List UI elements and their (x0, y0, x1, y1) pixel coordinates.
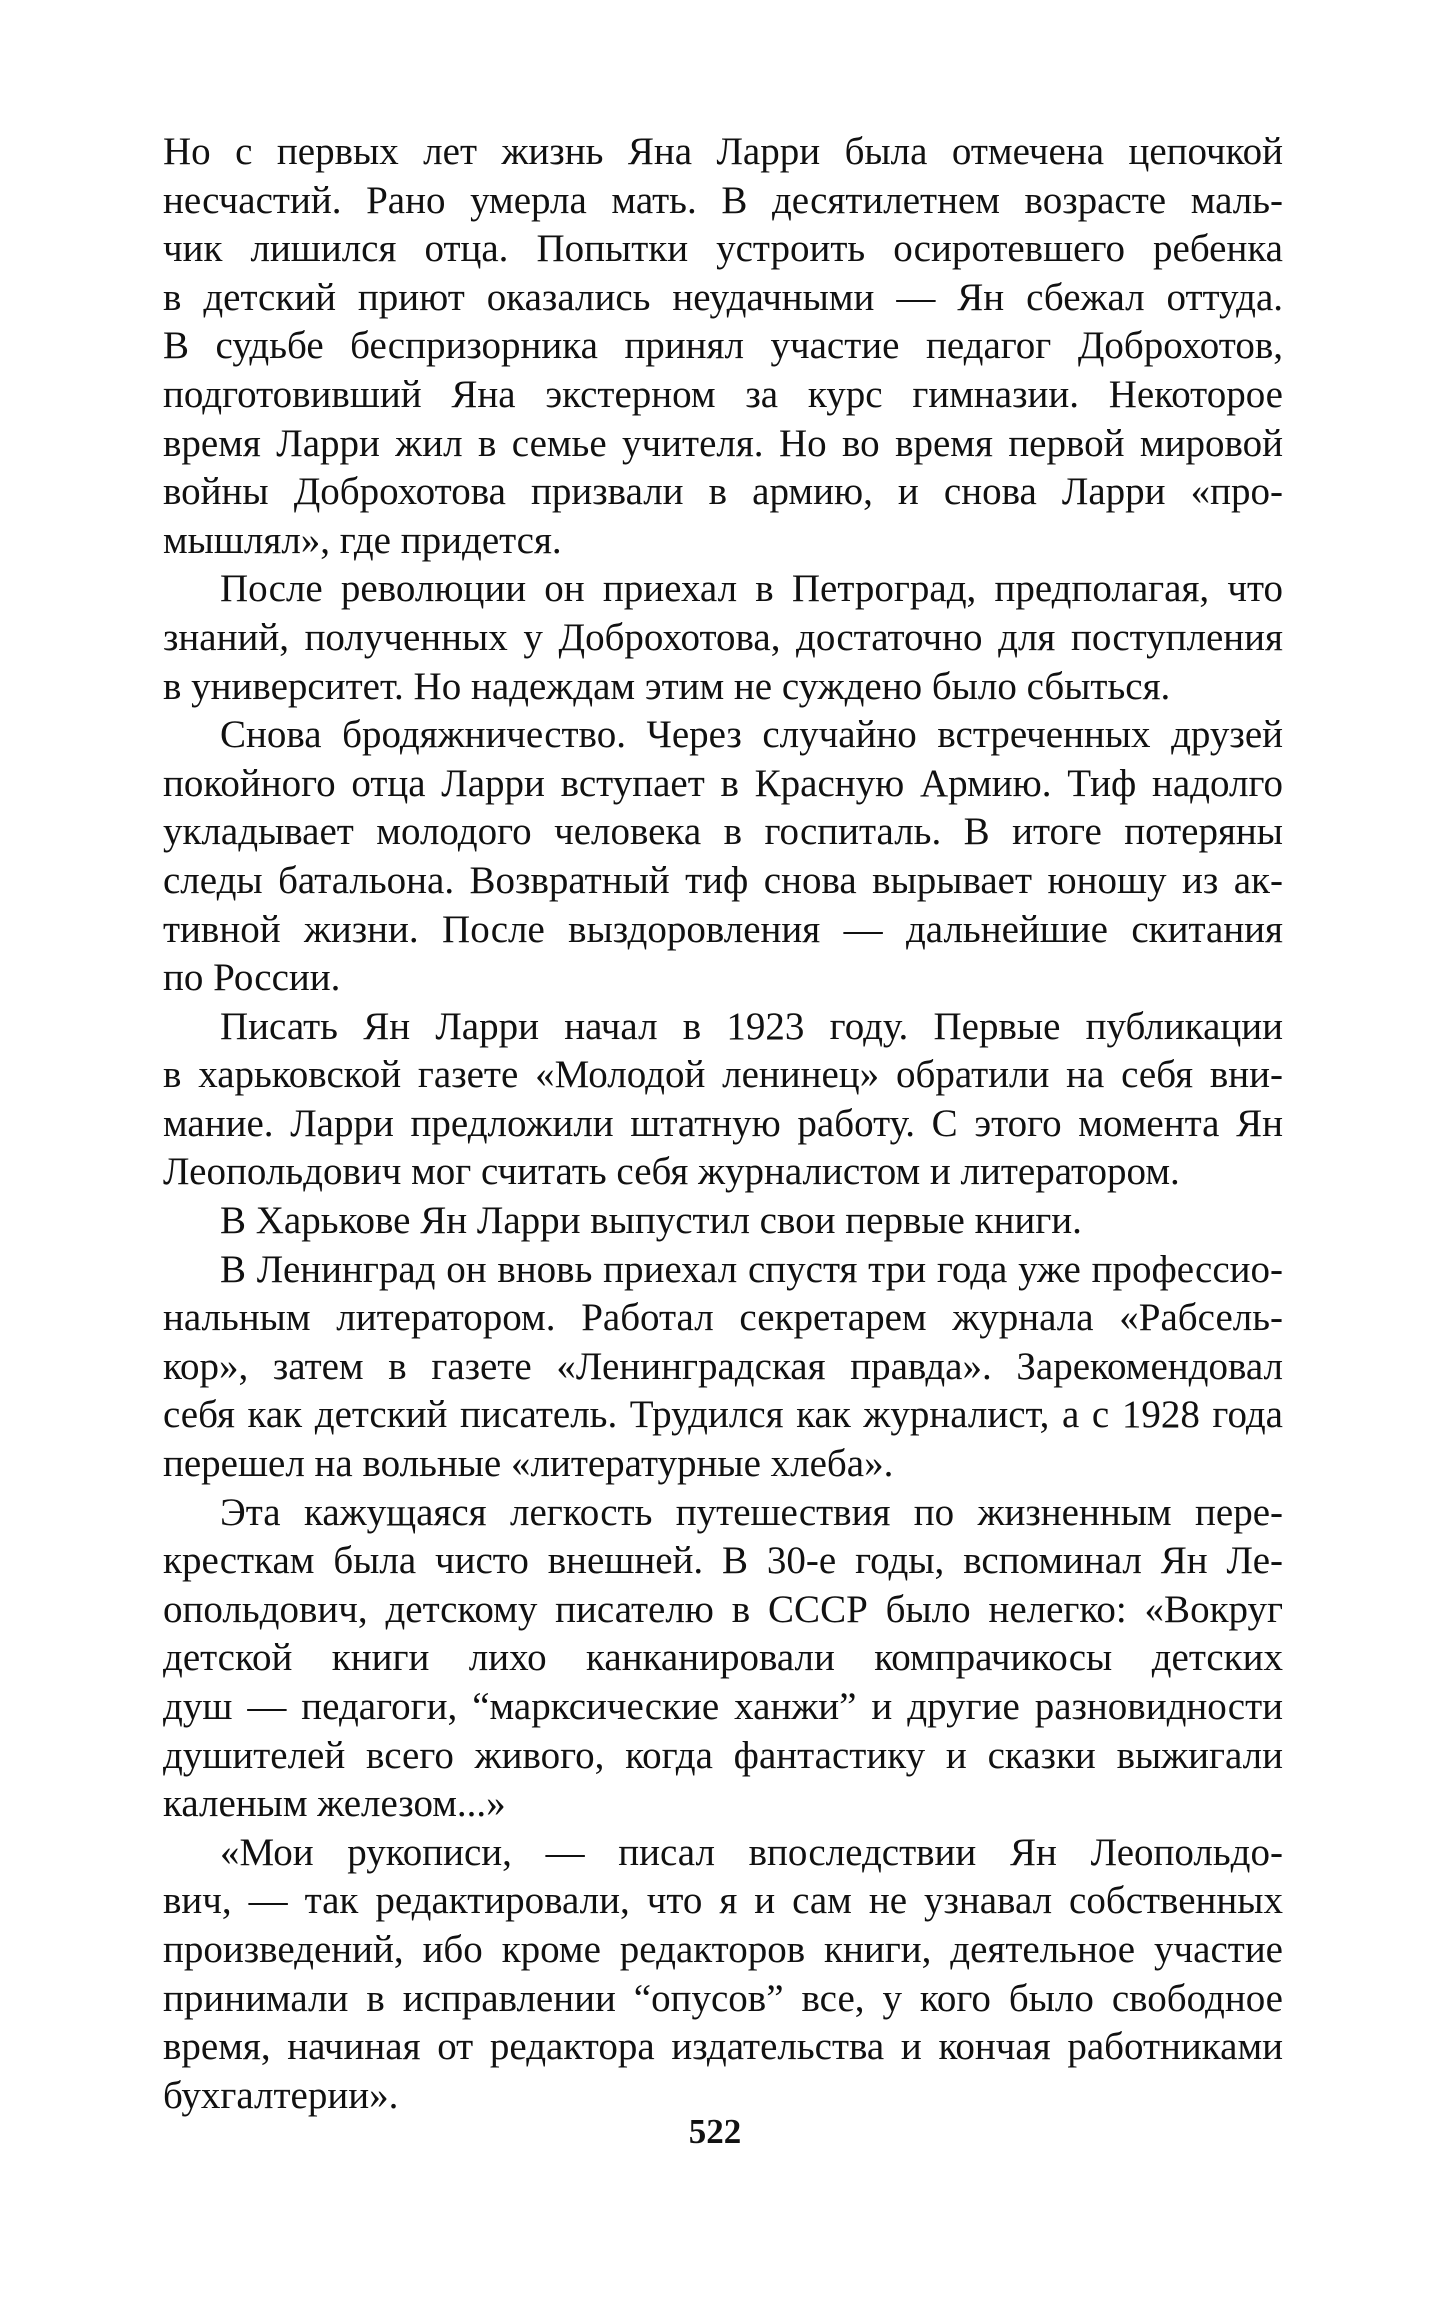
text-line: В Ленинград он вновь приехал спустя три года уже профессио- (220, 1247, 1283, 1291)
text-line: детской книги лихо канканировали компрачикосы детских (163, 1636, 1283, 1680)
paragraph (163, 128, 1283, 565)
text-line: перешел на вольные «литературные хлеба». (163, 1442, 894, 1486)
text-line: время, начиная от редактора издательства и кончая работниками (163, 2025, 1283, 2069)
text-line: тивной жизни. После выздоровления — дальнейшие скитания (163, 907, 1283, 951)
text-line: в харьковской газете «Молодой ленинец» обратили на себя вни- (163, 1053, 1283, 1097)
page-number: 522 (688, 2112, 742, 2151)
text-line: время Ларри жил в семье учителя. Но во время первой мировой (163, 421, 1283, 465)
text-line: вич, — так редактировали, что я и сам не узнавал собственных (163, 1879, 1283, 1923)
text-line: Снова бродяжничество. Через случайно встреченных друзей (220, 713, 1283, 757)
text-line: опольдович, детскому писателю в СССР было нелегко: «Вокруг (163, 1587, 1283, 1631)
text-line: Писать Ян Ларри начал в 1923 году. Первые публикации (220, 1004, 1283, 1048)
paragraph (163, 1003, 1283, 1197)
text-line: «Мои рукописи, — писал впоследствии Ян Леопольдо- (220, 1830, 1283, 1874)
paragraph (163, 565, 1283, 711)
text-line: мание. Ларри предложили штатную работу. С этого момента Ян (163, 1101, 1283, 1145)
text-line: душителей всего живого, когда фантастику и сказки выжигали (163, 1733, 1283, 1777)
paragraph (163, 1829, 1283, 2121)
text-line: следы батальона. Возвратный тиф снова вырывает юношу из ак- (163, 858, 1283, 902)
text-line: После революции он приехал в Петроград, предполагая, что (220, 567, 1283, 611)
paragraph (163, 1197, 1283, 1246)
text-line: душ — педагоги, “марксические ханжи” и другие разновидности (163, 1685, 1283, 1728)
paragraph (163, 1246, 1283, 1489)
text-line: В Харькове Ян Ларри выпустил свои первые книги. (220, 1199, 1082, 1243)
text-line: мышлял», где придется. (163, 518, 562, 562)
text-line: подготовивший Яна экстерном за курс гимназии. Некоторое (163, 372, 1283, 416)
text-line: кресткам была чисто внешней. В 30-е годы, вспоминал Ян Ле- (163, 1539, 1283, 1583)
text-line: покойного отца Ларри вступает в Красную Армию. Тиф надолго (163, 761, 1283, 805)
text-line: себя как детский писатель. Трудился как журналист, а с 1928 года (163, 1393, 1283, 1437)
text-line: чик лишился отца. Попытки устроить осиротевшего ребенка (163, 227, 1283, 271)
text-line: укладывает молодого человека в госпиталь. В итоге потеряны (163, 810, 1283, 854)
text-line: каленым железом...» (163, 1782, 506, 1826)
text-line: нальным литератором. Работал секретарем журнала «Рабсель- (163, 1296, 1283, 1340)
paragraph (163, 711, 1283, 1003)
paragraph (163, 1489, 1283, 1829)
text-line: произведений, ибо кроме редакторов книги, деятельное участие (163, 1927, 1283, 1971)
text-line: Но с первых лет жизнь Яна Ларри была отмечена цепочкой (163, 130, 1283, 173)
text-line: Эта кажущаяся легкость путешествия по жизненным пере- (220, 1490, 1283, 1534)
text-line: знаний, полученных у Доброхотова, достаточно для поступления (163, 615, 1283, 659)
text-line: в детский приют оказались неудачными — Ян сбежал оттуда. (163, 275, 1283, 319)
page-text (163, 128, 1283, 2120)
text-line: В судьбе беспризорника принял участие педагог Доброхотов, (163, 324, 1283, 368)
text-line: кор», затем в газете «Ленинградская правда». Зарекомендовал (163, 1344, 1283, 1388)
text-line: принимали в исправлении “опусов” все, у кого было свободное (163, 1976, 1283, 2020)
text-line: по России. (163, 956, 341, 1000)
text-line: бухгалтерии». (163, 2073, 399, 2117)
text-line: войны Доброхотова призвали в армию, и снова Ларри «про- (163, 470, 1283, 514)
text-line: в университет. Но надеждам этим не суждено было сбыться. (163, 664, 1171, 708)
text-line: несчастий. Рано умерла мать. В десятилетнем возрасте маль- (163, 178, 1283, 222)
text-line: Леопольдович мог считать себя журналистом и литератором. (163, 1150, 1180, 1194)
